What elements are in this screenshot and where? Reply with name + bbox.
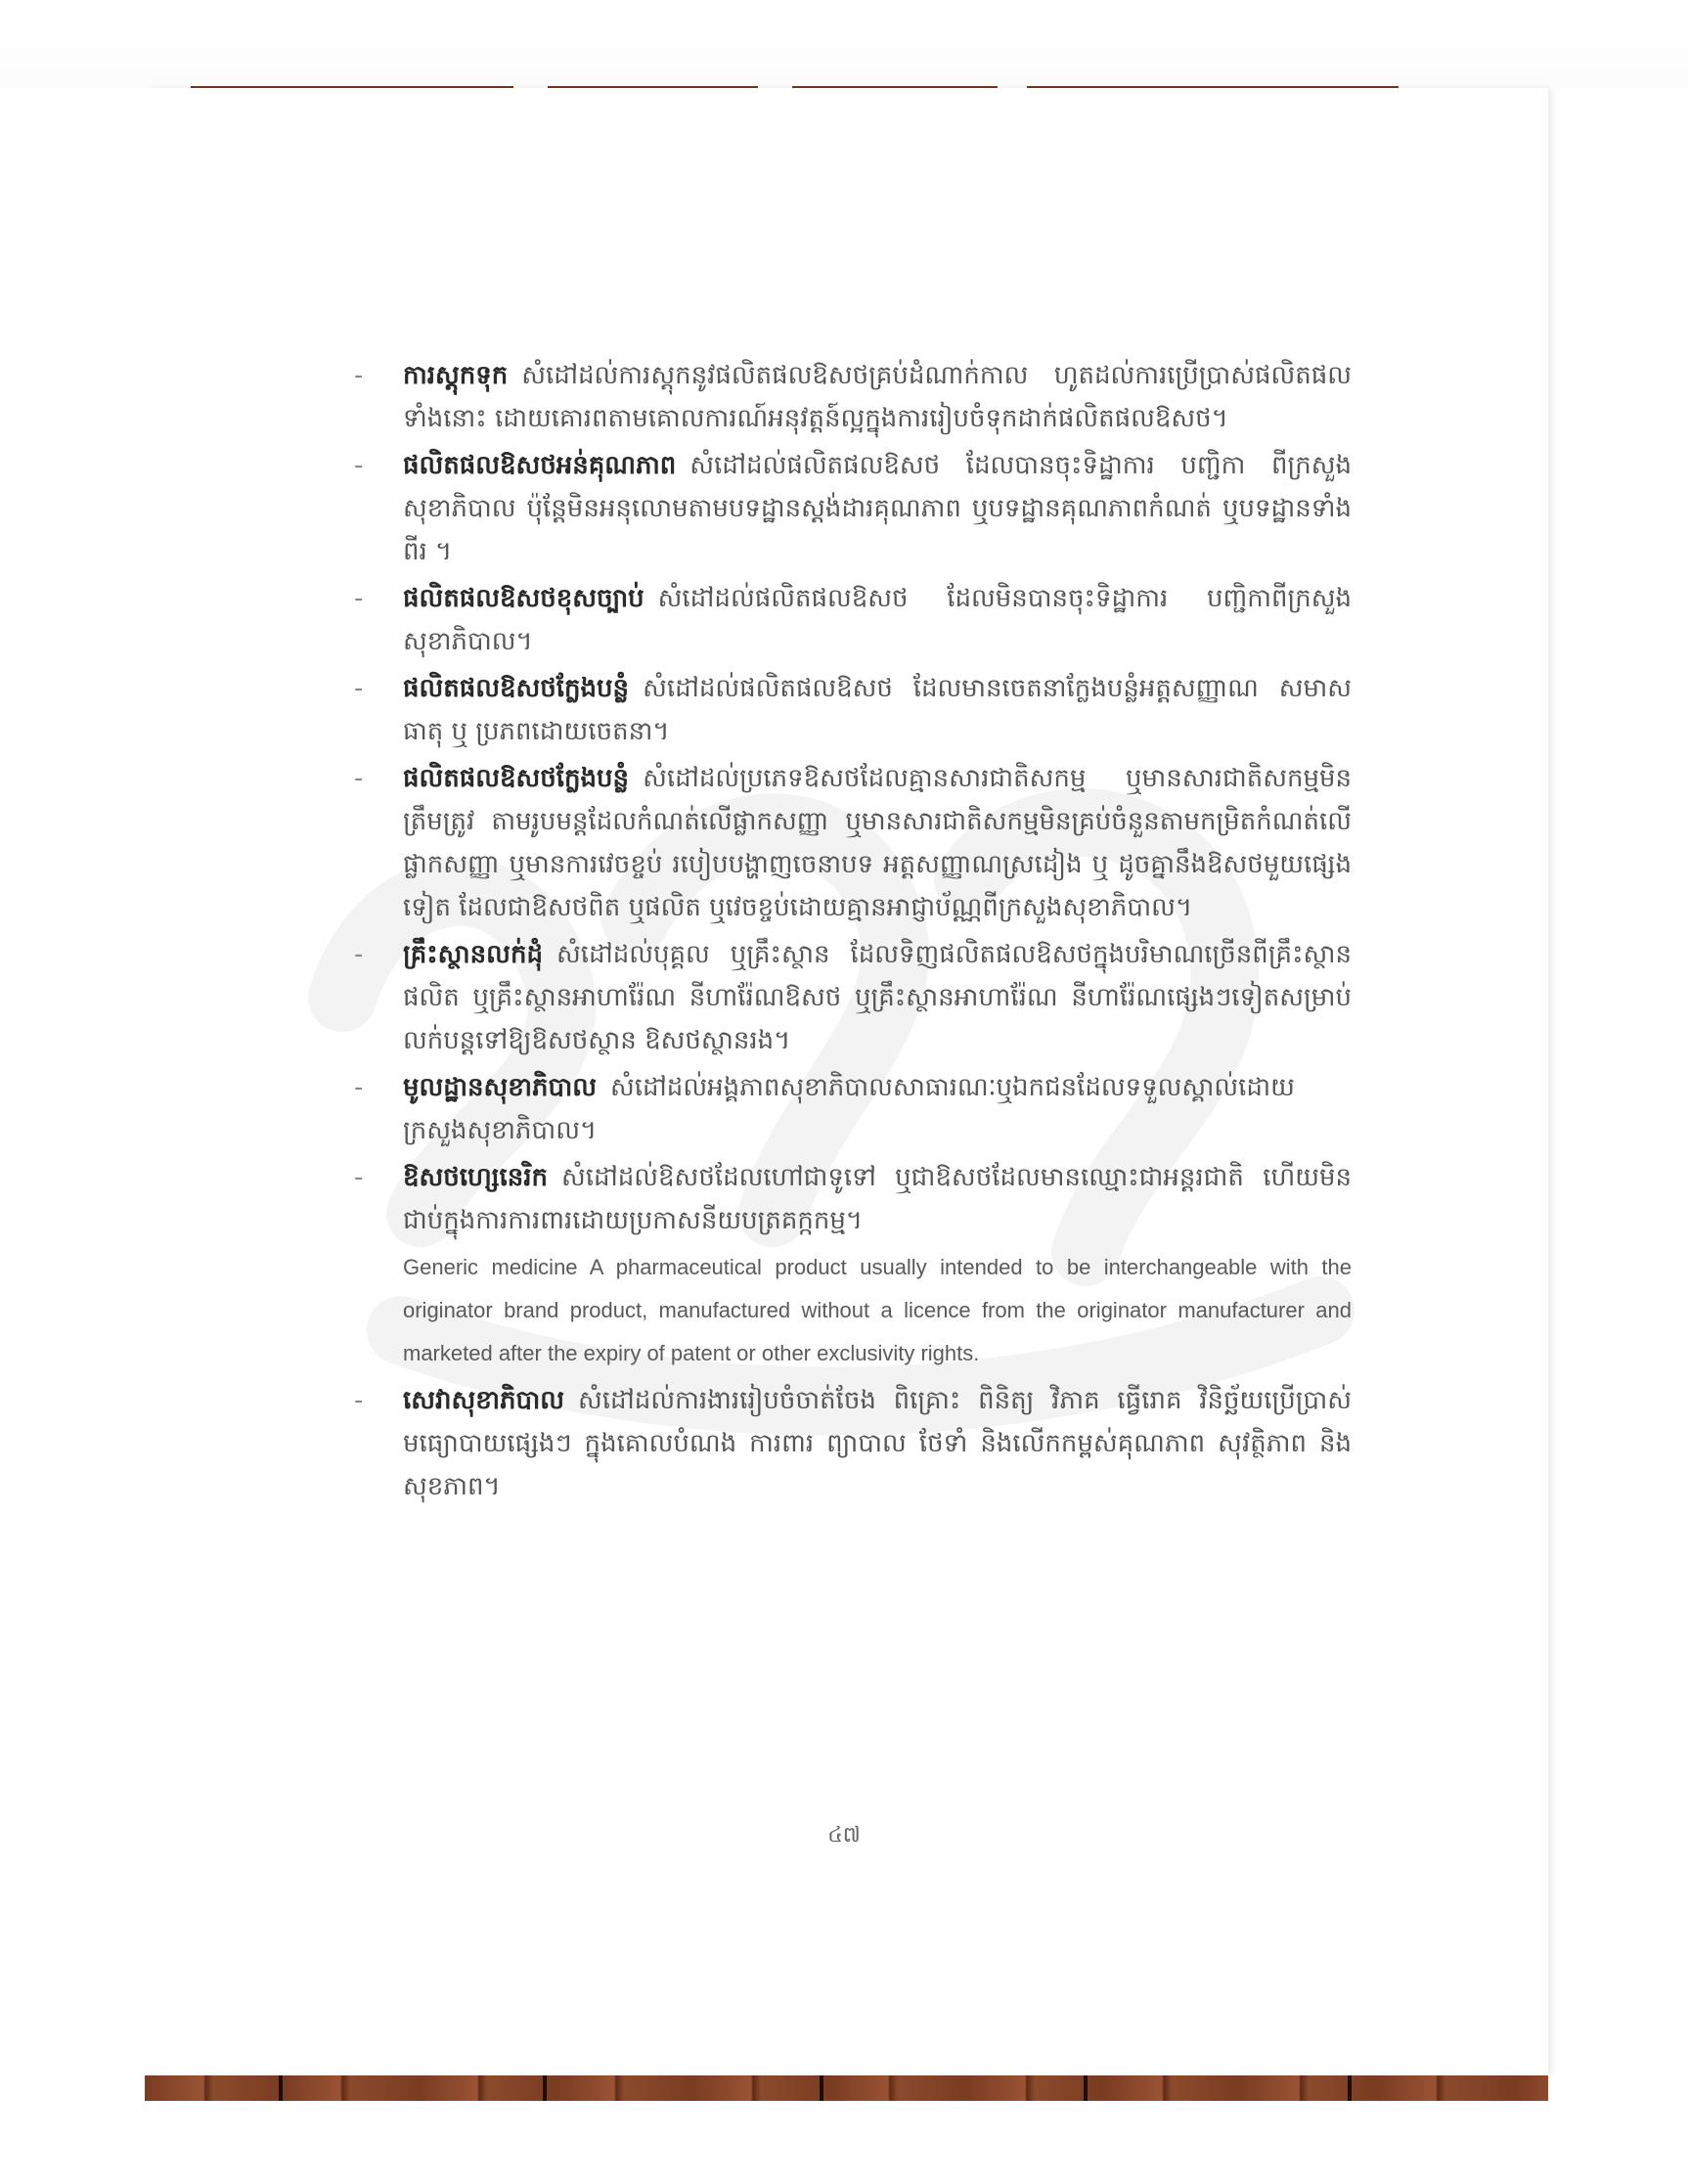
definition: សំដៅដល់ការងាររៀបចំចាត់ចែង ពិគ្រោះ ពិនិត្យ វិភាគ ធ្វើរោគ វិនិច្ឆ័យប្រើប្រាស់មធ្យោបាយផ្សេងៗ ក្នុងគោលបំណង ការពារ ព្យាបាល ថែទាំ និងលើកកម្ពស់គុណភាព សុវត្ថិភាព និងសុខភាព។ — [403, 1386, 1352, 1501]
page-number: ៤៧ — [827, 1823, 861, 1848]
term: សេវាសុខាភិបាល — [403, 1386, 565, 1415]
bullet-dash: - — [354, 1073, 364, 1102]
definition-entry — [354, 1066, 1352, 1152]
bottom-band-mark — [1348, 2075, 1352, 2101]
bottom-band-mark — [820, 2075, 823, 2101]
definition-entry — [354, 444, 1352, 573]
bullet-dash: - — [354, 764, 364, 793]
definition-entry — [354, 933, 1352, 1062]
definition: សំដៅដល់ប្រភេទឱសថដែលគ្មានសារជាតិសកម្ម ឬមានសារជាតិសកម្មមិនត្រឹមត្រូវ តាមរូបមន្តដែលកំណត់លើផ្លាកសញ្ញា ឬមានសារជាតិសកម្មមិនគ្រប់ចំនួនតាមកម្រិតកំណត់លើផ្លាកសញ្ញា ឬមានការវេចខ្ចប់ របៀបបង្ហាញចេនាបទ អត្តសញ្ញាណស្រដៀង ឬ ដូចគ្នានឹងឱសថមួយផ្សេងទៀត ដែលជាឱសថពិត ឬផលិត ឬវេចខ្ចប់ដោយគ្មានអាជ្ញាប័ណ្ណពីក្រសួងសុខាភិបាល។ — [403, 764, 1352, 922]
bullet-dash: - — [354, 674, 364, 703]
entry-text — [403, 1379, 1352, 1508]
definition-entry — [354, 667, 1352, 753]
entry-text — [403, 354, 1352, 440]
entry-text — [403, 667, 1352, 753]
english-definition-note: Generic medicine A pharmaceutical product usually intended to be interchangeable with the originator brand product, manufactured without a licence from the originator manufacturer and marketed after the expiry of patent or other exclusivity rights. — [403, 1255, 1352, 1365]
bullet-dash: - — [354, 1163, 364, 1192]
entry-text — [403, 1066, 1352, 1152]
definition-entry — [354, 757, 1352, 929]
definition-entry — [354, 354, 1352, 440]
entry-text — [403, 933, 1352, 1062]
definition: សំដៅដល់ឱសថដែលហៅជាទូទៅ ឬជាឱសថដែលមានឈ្មោះជាអន្តរជាតិ ហើយមិនជាប់ក្នុងការការពារដោយប្រកាសនីយបត្រគក្កកម្ម។ — [403, 1163, 1352, 1235]
bullet-dash: - — [354, 940, 364, 969]
term: ឱសថហ្សេនេរិក — [403, 1163, 549, 1192]
bullet-dash: - — [354, 361, 364, 390]
entry-text — [403, 757, 1352, 929]
bullet-dash: - — [354, 1386, 364, 1415]
entry-text — [403, 577, 1352, 663]
term: មូលដ្ឋានសុខាភិបាល — [403, 1073, 598, 1102]
term: ផលិតផលឱសថអន់គុណភាព — [403, 451, 677, 480]
term: ផលិតផលឱសថក្លែងបន្លំ — [403, 764, 630, 793]
definitions-list — [354, 354, 1352, 1512]
bottom-band-mark — [279, 2075, 283, 2101]
definition: សំដៅដល់បុគ្គល ឬគ្រឹះស្ថាន ដែលទិញផលិតផលឱសថក្នុងបរិមាណច្រើនពីគ្រឹះស្ថានផលិត ឬគ្រឹះស្ថានអាហារ៉ែណ នីហារ៉ែណឱសថ ឬគ្រឹះស្ថានអាហារ៉ែណ នីហារ៉ែណផ្សេងៗទៀតសម្រាប់លក់បន្តទៅឱ្យឱសថស្ថាន ឱសថស្ថានរង។ — [403, 940, 1352, 1055]
scan-bottom-band — [145, 2075, 1548, 2101]
definition-entry — [354, 577, 1352, 663]
bullet-dash: - — [354, 451, 364, 480]
definition: សំដៅដល់ផលិតផលឱសថ ដែលមិនបានចុះទិដ្ឋាការ បញ្ជិកាពីក្រសួងសុខាភិបាល។ — [403, 584, 1352, 656]
term: គ្រឹះស្ថានលក់ដុំ — [403, 940, 543, 969]
bottom-band-mark — [543, 2075, 547, 2101]
scan-top-margin — [0, 0, 1688, 88]
term: ការស្តុកទុក — [403, 361, 509, 390]
entry-text — [403, 1156, 1352, 1242]
entry-text — [403, 444, 1352, 573]
term: ផលិតផលឱសថក្លែងបន្លំ — [403, 674, 630, 703]
term: ផលិតផលឱសថខុសច្បាប់ — [403, 584, 644, 613]
definition: សំដៅដល់អង្គភាពសុខាភិបាលសាធារណៈឬឯកជនដែលទទួលស្គាល់ដោយក្រសួងសុខាភិបាល។ — [403, 1073, 1295, 1145]
definition: សំដៅដល់ការស្តុកនូវផលិតផលឱសថគ្រប់ដំណាក់កាល ហូតដល់ការប្រើប្រាស់ផលិតផលទាំងនោះ ដោយគោរពតាមគោលការណ៍អនុវត្តន៍ល្អក្នុងការរៀបចំទុកដាក់ផលិតផលឱសថ។ — [403, 361, 1352, 433]
bottom-band-mark — [1084, 2075, 1088, 2101]
definition: សំដៅដល់ផលិតផលឱសថ ដែលមានចេតនាក្លែងបន្លំអត្តសញ្ញាណ សមាសធាតុ ឬ ប្រភពដោយចេតនា។ — [403, 674, 1352, 746]
bullet-dash: - — [354, 584, 364, 613]
definition: សំដៅដល់ផលិតផលឱសថ ដែលបានចុះទិដ្ឋាការ បញ្ជិកា ពីក្រសួងសុខាភិបាល ប៉ុន្តែមិនអនុលោមតាមបទដ្ឋានស្តង់ដារគុណភាព ឬបទដ្ឋានគុណភាពកំណត់ ឬបទដ្ឋានទាំងពីរ ។ — [403, 451, 1352, 566]
definition-entry — [354, 1156, 1352, 1242]
definition-entry — [354, 1379, 1352, 1508]
